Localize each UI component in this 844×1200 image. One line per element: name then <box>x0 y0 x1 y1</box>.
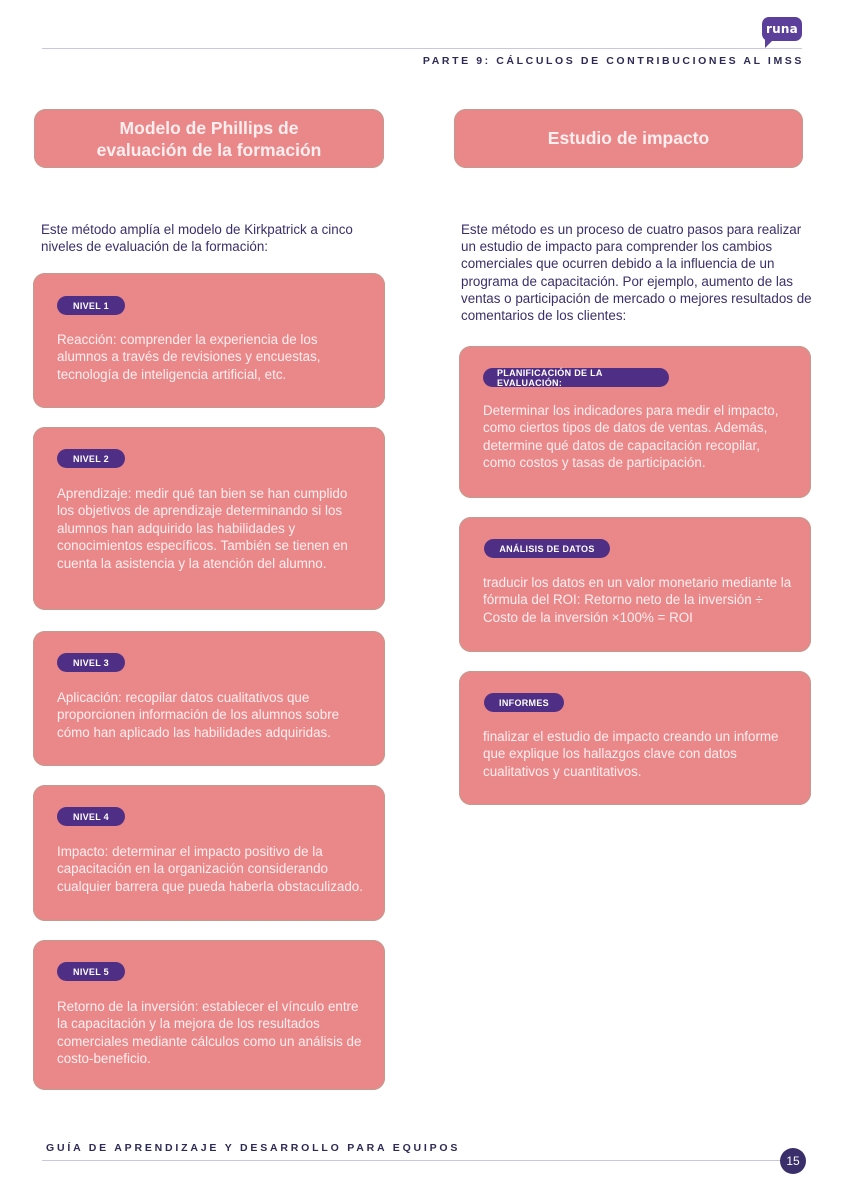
level-card-1 <box>33 273 385 408</box>
level-description: Reacción: comprender la experiencia de los alumnos a través de revisiones y encuestas, tecnología de inteligencia artificial, etc. <box>57 332 321 382</box>
step-badge: PLANIFICACIÓN DE LA EVALUACIÓN: <box>483 368 669 387</box>
step-description: Determinar los indicadores para medir el impacto, como ciertos tipos de datos de ventas. Además, determine qué datos de capacitación recopilar, como costos y tasas de participación. <box>483 403 779 471</box>
impact-intro-text: Este método es un proceso de cuatro pasos para realizar un estudio de impacto para comprender los cambios comerciales que ocurren debido a la influencia de un programa de capacitación. Por ejemplo, aumento de las ventas o participación de mercado o mejores resultados de comentarios de los clientes: <box>461 222 812 324</box>
level-description: Aprendizaje: medir qué tan bien se han cumplido los objetivos de aprendizaje determinando si los alumnos han adquirido las habilidades y conocimientos específicos. También se tienen en cuenta la asistencia y la atención del alumno. <box>57 486 348 571</box>
phillips-model-heading <box>34 109 384 168</box>
level-card-2 <box>33 427 385 610</box>
level-card-3 <box>33 631 385 766</box>
section-title: PARTE 9: CÁLCULOS DE CONTRIBUCIONES AL IMSS <box>422 55 804 67</box>
level-description: Retorno de la inversión: establecer el vínculo entre la capacitación y la mejora de los resultados comerciales mediante cálculos como un análisis de costo-beneficio. <box>57 999 362 1067</box>
level-description: Aplicación: recopilar datos cualitativos que proporcionen información de los alumnos sobre cómo han aplicado las habilidades adquiridas. <box>57 690 340 740</box>
step-badge: INFORMES <box>484 693 564 712</box>
level-card-4 <box>33 785 385 921</box>
level-badge: NIVEL 2 <box>57 449 125 468</box>
step-description: finalizar el estudio de impacto creando un informe que explique los hallazgos clave con datos cualitativos y cuantitativos. <box>483 729 779 779</box>
phillips-heading-line2: evaluación de la formación <box>96 139 322 160</box>
footer-divider <box>42 1160 782 1161</box>
level-badge: NIVEL 4 <box>57 807 125 826</box>
level-card-5 <box>33 940 385 1090</box>
step-card-planning <box>459 346 811 498</box>
page-number: 15 <box>780 1148 806 1174</box>
step-description: traducir los datos en un valor monetario mediante la fórmula del ROI: Retorno neto de la inversión ÷ Costo de la inversión ×100% = ROI <box>483 575 792 625</box>
footer-title: GUÍA DE APRENDIZAJE Y DESARROLLO PARA EQUIPOS <box>46 1142 461 1154</box>
step-card-reports <box>459 671 811 805</box>
step-card-analysis <box>459 517 811 652</box>
level-badge: NIVEL 3 <box>57 653 125 672</box>
level-badge: NIVEL 1 <box>57 296 125 315</box>
step-badge: ANÁLISIS DE DATOS <box>484 539 610 558</box>
level-description: Impacto: determinar el impacto positivo de la capacitación en la organización considerando cualquier barrera que pueda haberla obstaculizado. <box>57 844 363 894</box>
phillips-intro-text: Este método amplía el modelo de Kirkpatrick a cinco niveles de evaluación de la formación: <box>41 222 353 255</box>
impact-study-heading: Estudio de impacto <box>454 109 803 168</box>
runa-logo: runa <box>762 17 802 41</box>
level-badge: NIVEL 5 <box>57 962 125 981</box>
phillips-heading-line1: Modelo de Phillips de <box>119 117 299 138</box>
header-divider <box>42 48 802 49</box>
